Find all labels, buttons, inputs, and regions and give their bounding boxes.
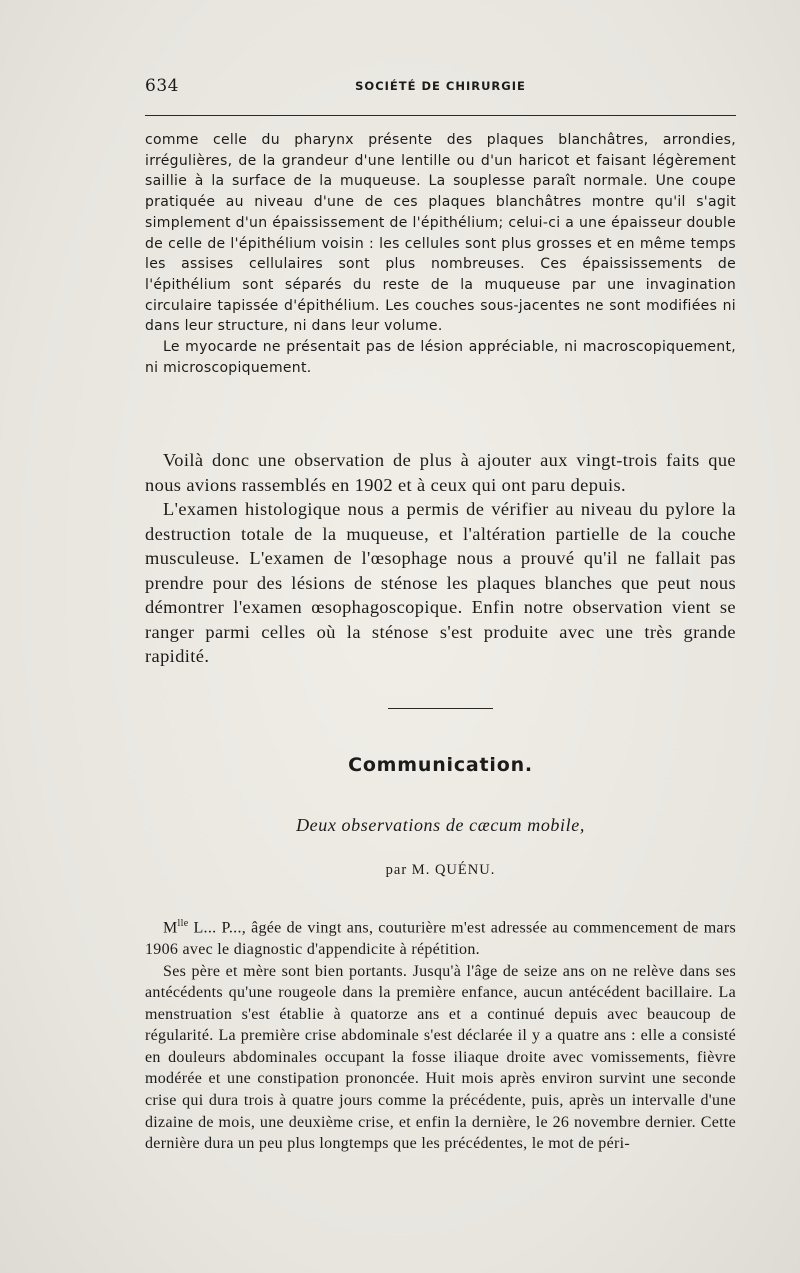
article-title: Deux observations de cæcum mobile,: [296, 815, 585, 835]
conclusion-paragraph-2: L'examen histologique nous a permis de vérifier au niveau du pylore la destruction totale de la muqueuse, et l'altération partielle de la couche musculeuse. L'examen de l'œsophage nous a prouvé qu'il ne fallait pas prendre pour des lésions de sténose les plaques blanches que peut nous démontrer l'examen œsophagoscopique. Enfin notre observation vient se ranger parmi celles où la sténose s'est produite avec une très grande rapidité.: [145, 499, 736, 666]
author-byline: par M. QUÉNU.: [385, 862, 496, 878]
patient-title-superscript: lle: [177, 918, 189, 929]
histology-section: [145, 130, 736, 378]
section-divider: [388, 708, 493, 709]
conclusion-paragraph-1: Voilà donc une observation de plus à ajouter aux vingt-trois faits que nous avions rassemblés en 1902 et à ceux qui ont paru depuis.: [145, 450, 736, 495]
conclusion-section: [145, 448, 736, 669]
myocarde-paragraph: Le myocarde ne présentait pas de lésion appréciable, ni macroscopiquement, ni microscopiquement.: [145, 339, 736, 376]
histology-paragraph: comme celle du pharynx présente des plaques blanchâtres, arrondies, irrégulières, de la grandeur d'une lentille ou d'un haricot et faisant légèrement saillie à la surface de la muqueuse. La souplesse paraît normale. Une coupe pratiquée au niveau d'une de ces plaques blanchâtres montre qu'il s'agit simplement d'un épaississement de l'épithélium; celui-ci a une épaisseur double de celle de l'épithélium voisin : les cellules sont plus grosses et en même temps les assises cellulaires sont plus nombreuses. Ces épaississements de l'épithélium sont séparés du reste de la muqueuse par une invagination circulaire tapissée d'épithélium. Les couches sous-jacentes ne sont modifiées ni dans leur structure, ni dans leur volume.: [145, 132, 736, 335]
observation-section: [145, 913, 736, 1155]
observation-paragraph-2: Ses père et mère sont bien portants. Jusqu'à l'âge de seize ans on ne relève dans ses antécédents qu'une rougeole dans la première enfance, aucun antécédent bacillaire. La menstruation s'est établie à quatorze ans et a continué depuis avec beaucoup de régularité. La première crise abdominale s'est déclarée il y a quatre ans : elle a consisté en douleurs abdominales occupant la fosse iliaque droite avec vomissements, fièvre modérée et une constipation prononcée. Huit mois après environ survint une seconde crise qui dura trois à quatre jours comme la précédente, puis, après un intervalle d'une dizaine de mois, une deuxième crise, et enfin la dernière, le 26 novembre dernier. Cette dernière dura un peu plus longtemps que les précédentes, le mot de péri-: [145, 962, 736, 1153]
patient-title: M: [163, 919, 178, 937]
page-number: 634: [145, 76, 179, 96]
page-header: [145, 76, 736, 100]
observation-paragraph-1-text: L... P..., âgée de vingt ans, couturière m'est adressée au commencement de mars 1906 avec le diagnostic d'appendicite à répétition.: [145, 919, 736, 958]
header-rule: [145, 115, 736, 116]
section-heading: Communication.: [348, 754, 533, 776]
observation-paragraph-1: [145, 913, 736, 961]
running-title: SOCIÉTÉ DE CHIRURGIE: [355, 79, 526, 93]
